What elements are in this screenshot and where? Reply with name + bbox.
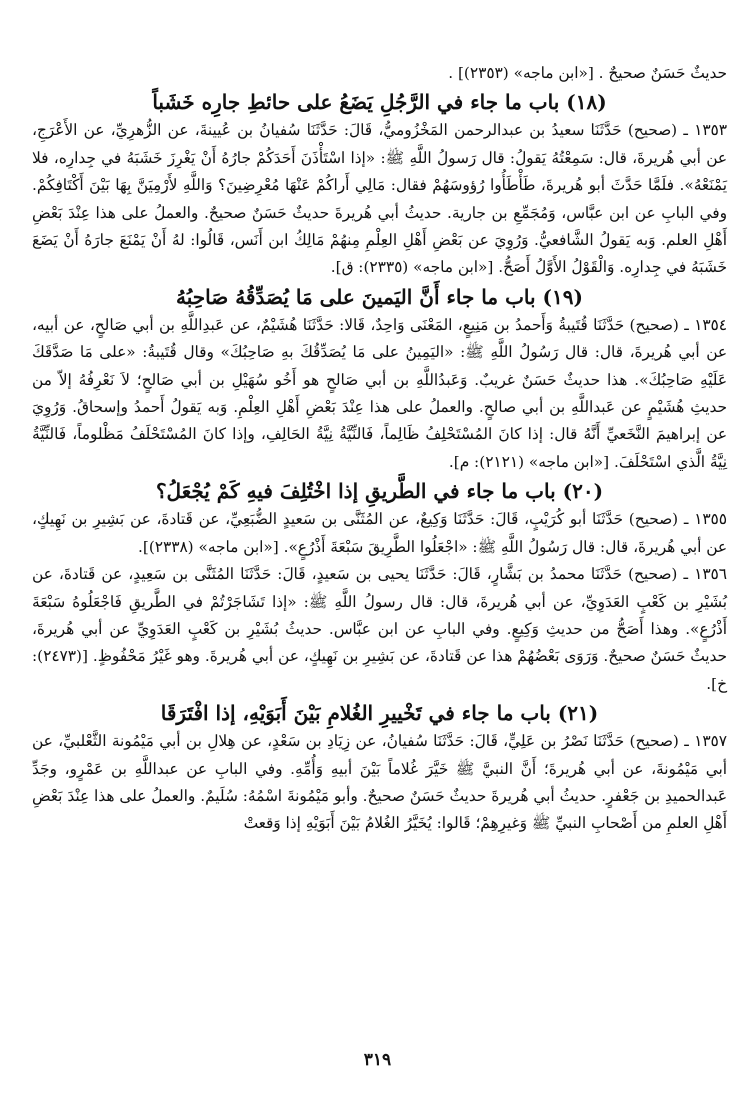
chapter-heading-18: (١٨) باب ما جاء في الرَّجُلِ يَضَعُ على حائطِ جارِه خَشَباً <box>152 90 607 115</box>
hadith-1354: ١٣٥٤ ـ (صحيح) حَدَّثَنَا قُتَيبةُ وَأَحمدُ بن مَنِيعٍ، المَعْنَى وَاحِدٌ، قَالا: حَدَّثَنَا هُشَيْمٌ، عن عَبدِاللَّهِ بن أبي صَالحٍ، عن أبيه، عن أبي هُريرةَ، قال: قال رَسُولُ اللَّهِ ﷺ: «اليَمِينُ على مَا يُصَدِّقُكَ بهِ صَاحِبُكَ» وقال قُتَيبةُ: «على مَا صَدَّقَكَ عَلَيْهِ صَاحِبُكَ». هذا حديثٌ حَسَنٌ غريبٌ. وَعَبدُاللَّهِ بن أبي صَالحٍ هو أَخُو سُهَيْلِ بن أبي صَالحٍ؛ لاَ نَعْرِفُهُ إلاّ من حديثِ هُشَيْمٍ عن عَبداللَّهِ بن أبي صالحٍ. والعملُ على هذا عِنْدَ بَعْضِ أَهْلِ العِلْمِ. وَبه يَقولُ أَحمدُ وإسحاقُ. وَرُوِيَ عن إبراهيمَ النَّخَعيِّ أَنَّهُ قال: إذا كانَ المُسْتَحْلِفُ ظَالِماً، فَالنِّيَّةُ نِيَّةُ الحَالِفِ، وإذا كانَ المُسْتَحْلَفُ مَظْلوماً، فَالنِّيَّةُ نِيَّةُ الَّذي اسْتَحْلَفَ. [«ابن ماجه» (٢١٢١): م]. <box>32 315 727 471</box>
hadith-1355: ١٣٥٥ ـ (صحيح) حَدَّثَنَا أبو كُرَيْبٍ، قَالَ: حَدَّثَنَا وَكِيعٌ، عن المُثَنَّى بن سَعيدٍ الضُّبَعِيِّ، عن قَتادةَ، عن بَشِيرِ بن نَهِيكٍ، عن أبي هُريرةَ، قال: قال رَسُولُ اللَّهِ ﷺ: «اجْعَلُوا الطَّرِيقَ سَبْعَةَ أَذْرُعٍ». [«ابن ماجه» (٢٣٣٨)]. <box>32 510 727 556</box>
hadith-1353: ١٣٥٣ ـ (صحيح) حَدَّثَنَا سعيدُ بن عبدالرحمن المَخْزُوميُّ، قَالَ: حَدَّثَنَا سُفيانُ بن عُيينةَ، عن الزُّهرِيِّ، عن الأَعْرَجِ، عن أبي هُريرةَ، قال: سَمِعْتُهُ يَقولُ: قال رَسولُ اللَّهِ ﷺ: «إذا اسْتَأْذَنَ أَحَدَكُمْ جارُهُ أَنْ يَغْرِزَ خَشَبَهُ في جِدارِه، فلا يَمْنَعْهُ». فلَمَّا حَدَّثَ أبو هُريرةَ، طَأْطَأُوا رُؤوسَهُمْ فقال: مَالِي أَراكُمْ عَنْهَا مُعْرِضِينَ؟ وَاللَّهِ لأَرْمِيَنَّ بِهَا بَيْنَ أَكْتَافِكُمْ. وفي البابِ عن ابن عبَّاس، وَمُجَمِّعِ بن جارية. حديثُ أبي هُريرةَ حديثٌ حَسَنٌ صحيحٌ. والعملُ على هذا عِنْدَ بَعْضِ أَهْلِ العلم. وَبه يَقولُ الشَّافعيُّ. وَرُوِيَ عن بَعْضِ أَهْلِ العِلْمِ مِنهُمْ مَالِكُ ابن أَنَس، قَالُوا: لهُ أَنْ يَمْنَعَ جارَهُ أَنْ يَضَعَ خَشَبَهُ في جِدارِه. وَالْقَوْلُ الأَوَّلُ أَصَحُّ. [«ابن ماجه» (٢٣٣٥): ق]. <box>32 121 727 277</box>
page-number: ٣١٩ <box>363 1050 392 1070</box>
chapter-heading-20: (٢٠) باب ما جاء في الطَّريقِ إذا اخْتُلِفَ فيهِ كَمْ يُجْعَلُ؟ <box>155 479 604 504</box>
chapter-heading-19: (١٩) باب ما جاء أَنَّ اليَمينَ على مَا يُصَدِّقُهُ صَاحِبُهُ <box>176 284 583 309</box>
hadith-1357: ١٣٥٧ ـ (صحيح) حَدَّثَنَا نَصْرُ بن عَلِيٍّ، قَالَ: حَدَّثَنَا سُفيانُ، عن زِيَادِ بن سَعْدٍ، عن هِلالِ بن أبي مَيْمُونة الثَّعْلبيِّ، عن أبي مَيْمُونةَ، عن أبي هُريرةَ؛ أَنَّ النبيَّ ﷺ خَيَّرَ غُلاماً بَيْنَ أبيهِ وَأُمِّهِ. وفي البابِ عن عبداللَّهِ بن عَمْرٍو، وجَدِّ عَبدالحميدِ بن جَعْفرٍ. حديثُ أبي هُريرةَ حديثٌ حَسَنٌ صحيحٌ. وأبو مَيْمُونةَ اسْمُهُ: سُلَيمٌ. والعملُ على هذا عِنْدَ بَعْضِ أَهْلِ العلمِ من أَصْحابِ النبيِّ ﷺ وَغيرِهِمْ؛ قَالوا: يُخَيَّرُ الغُلامُ بَيْنَ أَبَوَيْهِ إذا وَقعتْ <box>32 732 727 833</box>
hadith-1352-tail: حديثٌ حَسَنٌ صحيحٌ . [«ابن ماجه» (٢٣٥٣)] . <box>448 64 727 82</box>
chapter-heading-21: (٢١) باب ما جاء في تَخْييرِ الغُلامِ بَيْنَ أَبَوَيْهِ، إذا افْتَرَقَا <box>160 701 599 726</box>
hadith-1356: ١٣٥٦ ـ (صحيح) حَدَّثَنَا محمدُ بن بَشَّارٍ، قَالَ: حَدَّثَنَا يحيى بن سَعيدٍ، قَالَ: حَدَّثَنَا المُثَنَّى بن سَعِيدٍ، عن قَتادةَ، عن بُشَيْرِ بن كَعْبٍ العَدَوِيِّ، عن أبي هُريرةَ، قال: قال رسولُ اللَّهِ ﷺ: «إذا تَشَاجَرْتُمْ في الطَّريقِ فَاجْعَلُوهُ سَبْعَةَ أَذْرُعٍ». وهذا أَصَحُّ من حديثِ وَكِيعٍ. وفي البابِ عن ابن عبَّاس. حديثُ بُشَيْرِ بن كَعْبٍ العَدَوِيِّ عن أبي هُريرةَ، حديثٌ حَسَنٌ صحيحٌ. وَرَوَى بَعْضُهُمْ هذا عن قَتادةَ، عن بَشِيرِ بن نَهِيكٍ، عن أبي هُريرةَ. وهو غَيْرُ مَحْفُوظٍ. [(٢٤٧٣): خ]. <box>32 565 727 693</box>
